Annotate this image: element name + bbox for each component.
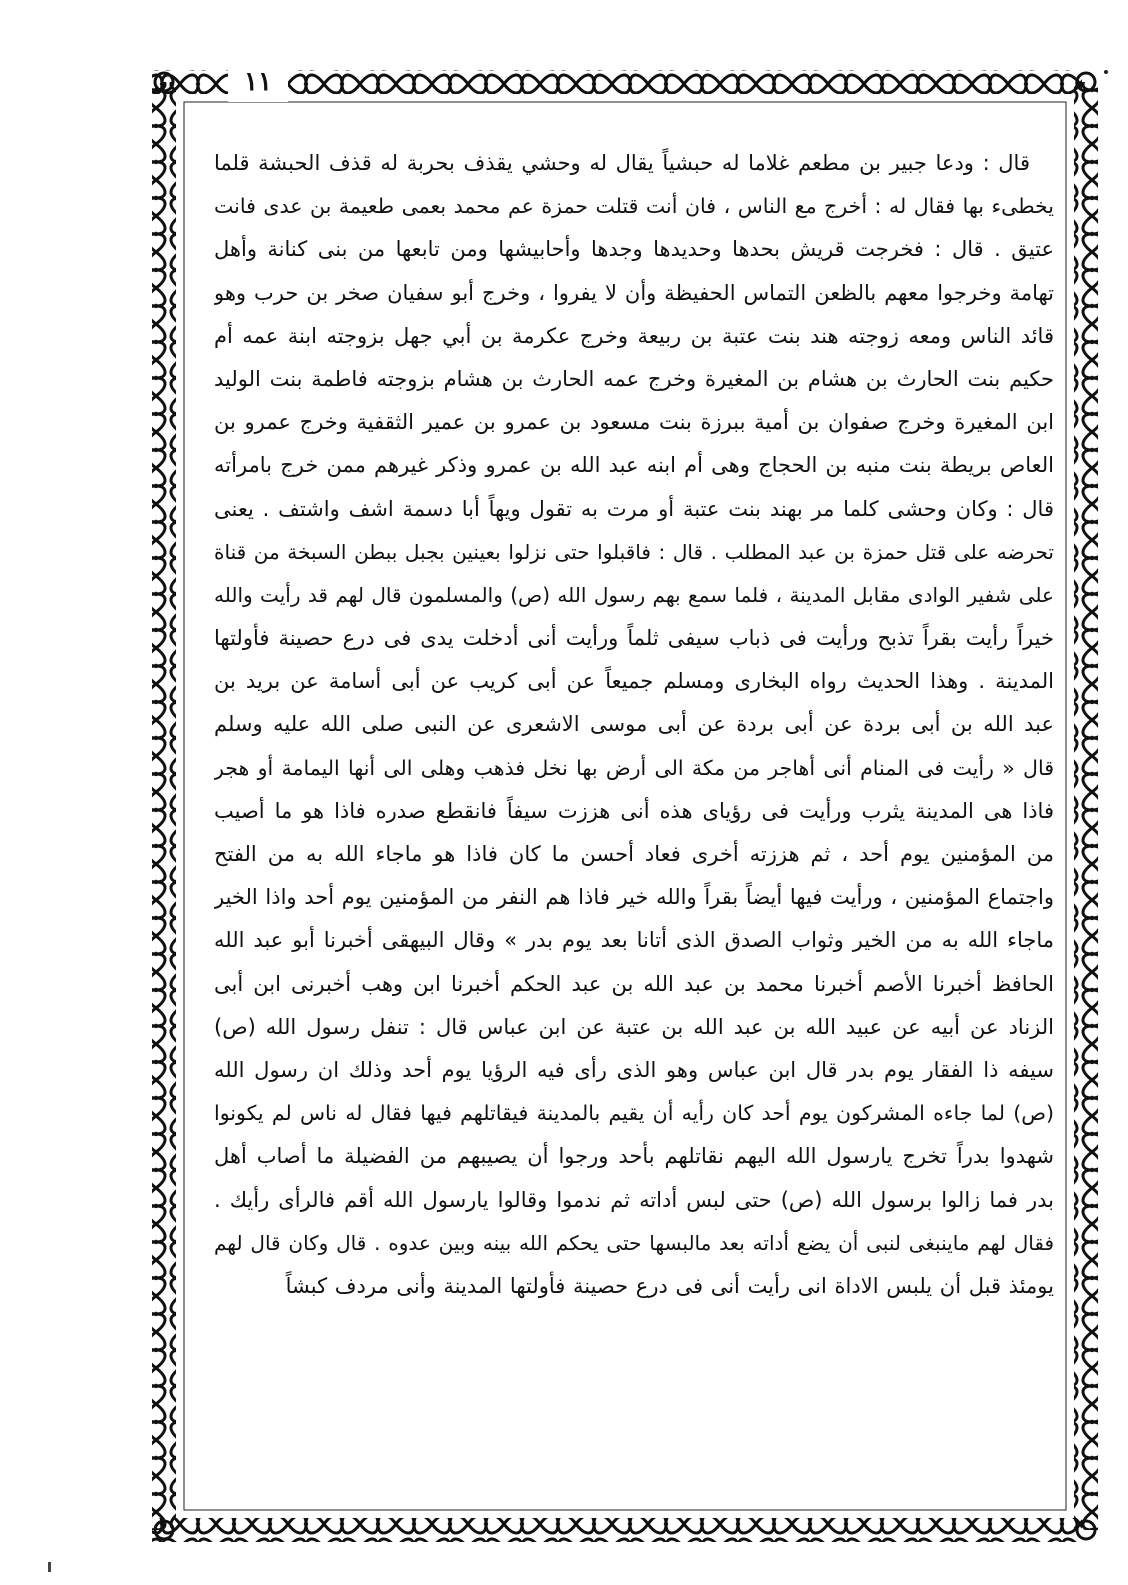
text-line: على شفير الوادى مقابل المدينة ، فلما سمع بهم رسول الله (ص) والمسلمون قال لهم قد رأيت والله	[214, 582, 1054, 607]
text-line: بدر فما زالوا برسول الله (ص) حتى لبس أداته ثم ندموا وقالوا يارسول الله أقم فالرأى رأيك .	[214, 1187, 1054, 1212]
text-line: (ص) لما جاءه المشركون يوم أحد كان رأيه أن يقيم بالمدينة فيقاتلهم فيها فقال له ناس لم يكونوا	[214, 1101, 1054, 1126]
text-line: عتيق . قال : فخرجت قريش بحدها وحديدها وجدها وأحابيشها ومن تابعها من بنى كنانة وأهل	[214, 237, 1054, 262]
body-text	[214, 142, 1054, 1308]
border-left	[152, 82, 176, 1530]
text-line: ابن المغيرة وخرج صفوان بن أمية ببرزة بنت مسعود بن عمرو بن عمير الثقفية وخرج عمرو بن	[214, 410, 1054, 435]
text-line: قال « رأيت فى المنام أنى أهاجر من مكة الى أرض بها نخل فذهب وهلى الى أنها اليمامة أو هجر	[214, 755, 1054, 780]
text-line: سيفه ذا الفقار يوم بدر قال ابن عباس وهو الذى رأى فيه الرؤيا يوم أحد وذلك ان رسول الله	[214, 1057, 1054, 1082]
stray-mark	[1104, 70, 1108, 74]
text-line: قائد الناس ومعه زوجته هند بنت عتبة بن ربيعة وخرج عكرمة بن أبي جهل بزوجته ابنة عمه أم	[214, 323, 1054, 348]
text-line: يخطىء بها فقال له : أخرج مع الناس ، فان أنت قتلت حمزة عم محمد بعمى طعيمة بن عدى فانت	[214, 194, 1054, 219]
text-line: من المؤمنين يوم أحد ، ثم هززته أخرى فعاد أحسن ما كان فاذا هو ماجاء الله به من الفتح	[214, 842, 1054, 866]
text-line: المدينة . وهذا الحديث رواه البخارى ومسلم جميعاً عن أبى كريب عن أبى أسامة عن بريد بن	[214, 669, 1054, 694]
page-number: ١١	[228, 62, 288, 102]
text-line: الزناد عن أبيه عن عبيد الله بن عبد الله بن عتبة عن ابن عباس قال : تنفل رسول الله (ص)	[214, 1014, 1054, 1039]
border-top	[152, 70, 1082, 94]
text-line: عبد الله بن أبى بردة عن أبى بردة عن أبى موسى الاشعرى عن النبى صلى الله عليه وسلم	[214, 712, 1054, 737]
border-bottom	[152, 1518, 1082, 1542]
text-line: حكيم بنت الحارث بن هشام بن المغيرة وخرج عمه الحارث بن هشام بزوجته فاطمة بنت الوليد	[214, 366, 1054, 391]
text-line: فاذا هى المدينة يثرب ورأيت فى رؤياى هذه أنى هززت سيفاً فانقطع صدره فاذا هو ما أصيب	[214, 798, 1054, 823]
text-line: تحرضه على قتل حمزة بن عبد المطلب . قال : فاقبلوا حتى نزلوا بعينين بجبل ببطن السبخة من قناة	[214, 539, 1054, 564]
text-line: قال : ودعا جبير بن مطعم غلاما له حبشياً يقال له وحشي يقذف بحربة له قذف الحبشة قلما	[214, 151, 1030, 175]
border-right	[1074, 82, 1098, 1530]
text-line: خيراً رأيت بقراً تذبح ورأيت فى ذباب سيفى ثلماً ورأيت أنى أدخلت يدى فى درع حصينة فأولتها	[214, 626, 1054, 651]
text-line: ماجاء الله به من الخير وثواب الصدق الذى أتانا بعد يوم بدر » وقال البيهقى أخبرنا أبو عبد الله	[214, 928, 1054, 953]
stray-mark	[48, 1562, 51, 1572]
text-line: واجتماع المؤمنين ، ورأيت فيها أيضاً بقراً والله خير فاذا هم النفر من المؤمنين يوم أحد واذا الخير	[214, 885, 1054, 910]
text-line: قال : وكان وحشى كلما مر بهند بنت عتبة أو مرت به تقول ويهاً أبا دسمة اشف واشتف . يعنى	[214, 496, 1054, 521]
text-line: يومئذ قبل أن يلبس الاداة انى رأيت أنى فى درع حصينة فأولتها المدينة وأنى مردف كبشاً	[285, 1273, 1054, 1298]
text-line: شهدوا بدراً تخرج يارسول الله اليهم نقاتلهم بأحد ورجوا أن يصيبهم من الفضيلة ما أصاب أهل	[214, 1144, 1054, 1169]
text-line: العاص بريطة بنت منبه بن الحجاج وهى أم ابنه عبد الله بن عمرو وذكر غيرهم ممن خرج بامرأته	[214, 453, 1054, 478]
text-line: فقال لهم ماينبغى لنبى أن يضع أداته بعد مالبسها حتى يحكم الله بينه وبين عدوه . قال وكان قال لهم	[214, 1230, 1054, 1255]
text-line: تهامة وخرجوا معهم بالظعن التماس الحفيظة وأن لا يفروا ، وخرج أبو سفيان صخر بن حرب وهو	[214, 280, 1054, 305]
text-line: الحافظ أخبرنا الأصم أخبرنا محمد بن عبد الله بن عبد الحكم أخبرنا ابن وهب أخبرنى ابن أبى	[214, 971, 1054, 996]
